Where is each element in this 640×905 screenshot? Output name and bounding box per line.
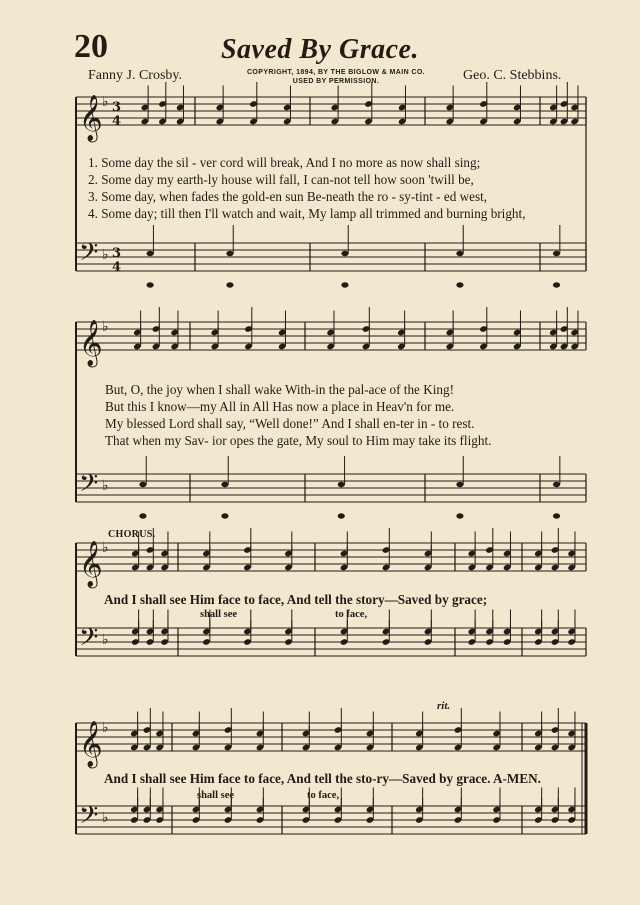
flat-sign-icon: ♭ [102,540,109,556]
bass-echo-2b: to face, [307,790,340,801]
system-2-bass-note [221,513,228,518]
system-2-bass-note [456,482,463,487]
system-1-bass-note [456,282,463,287]
flat-sign-icon: ♭ [102,247,109,263]
flat-sign-icon: ♭ [102,319,109,335]
system-1-bass-note [456,251,463,256]
system-1-bass-note [553,251,560,256]
system-2-bass-note [221,482,228,487]
copyright-line: COPYRIGHT, 1894, BY THE BIGLOW & MAIN CO. [246,69,426,76]
system-1-bass-note [553,282,560,287]
system-2-bass-note [553,513,560,518]
flat-sign-icon: ♭ [102,810,109,826]
system-2-bass-note [139,482,146,487]
system-1-bass-note [341,251,348,256]
system-1-bass-note [226,251,233,256]
treble-clef-icon: 𝄞 [79,95,103,141]
verse-1-line-2: But, O, the joy when I shall wake With-in the pal-ace of the King! [105,382,454,397]
flat-sign-icon: ♭ [102,720,109,736]
time-signature-top: 3 [112,100,122,115]
flat-sign-icon: ♭ [102,632,109,648]
flat-sign-icon: ♭ [102,478,109,494]
verse-4-line-1: 4. Some day; till then I'll watch and wait, My lamp all trimmed and burning bright, [88,206,526,221]
permission-line: USED BY PERMISSION. [292,78,380,86]
hymn-title: Saved By Grace. [220,34,419,65]
bass-echo-1a: shall see [200,609,238,620]
author-credit: Fanny J. Crosby. [88,68,182,83]
verse-4-line-2: That when my Sav- ior opes the gate, My soul to Him may take its flight. [105,433,492,448]
chorus-label: CHORUS. [108,529,156,540]
bass-echo-1b: to face, [335,609,368,620]
system-2-bass-note [338,513,345,518]
verse-2-line-1: 2. Some day my earth-ly house will fall, I can-not tell how soon 'twill be, [88,172,474,187]
treble-clef-icon: 𝄞 [79,320,103,366]
system-1-bass-note [226,282,233,287]
system-2-bass-note [553,482,560,487]
chorus-line-2: And I shall see Him face to face, And tell the sto-ry—Saved by grace. A-MEN. [104,771,541,786]
verse-1-line-1: 1. Some day the sil - ver cord will break, And I no more as now shall sing; [88,155,481,170]
hymn-number: 20 [74,28,108,65]
verse-3-line-2: My blessed Lord shall say, “Well done!” And I shall en-ter in - to rest. [105,416,475,431]
system-2-bass-note [456,513,463,518]
bass-clef-icon: 𝄢 [79,238,99,273]
ritardando-mark: rit. [437,700,451,712]
composer-credit: Geo. C. Stebbins. [463,68,562,83]
treble-clef-icon: 𝄞 [79,541,103,587]
time-signature-bottom: 4 [112,260,122,275]
verse-2-line-2: But this I know—my All in All Has now a place in Heav'n for me. [105,399,455,414]
time-signature-bottom: 4 [112,114,122,129]
bass-clef-icon: 𝄢 [79,623,99,658]
flat-sign-icon: ♭ [102,94,109,110]
verse-3-line-1: 3. Some day, when fades the gold-en sun Be-neath the ro - sy-tint - ed west, [88,189,488,204]
time-signature-top: 3 [112,246,122,261]
chorus-line-1: And I shall see Him face to face, And tell the story—Saved by grace; [104,592,488,607]
bass-clef-icon: 𝄢 [79,469,99,504]
system-1-bass-note [341,282,348,287]
system-2-bass-note [338,482,345,487]
treble-clef-icon: 𝄞 [79,721,103,767]
system-1-bass-note [147,282,154,287]
bass-clef-icon: 𝄢 [79,801,99,836]
system-2-bass-note [139,513,146,518]
bass-echo-2a: shall see [197,790,235,801]
system-1-bass-note [147,251,154,256]
